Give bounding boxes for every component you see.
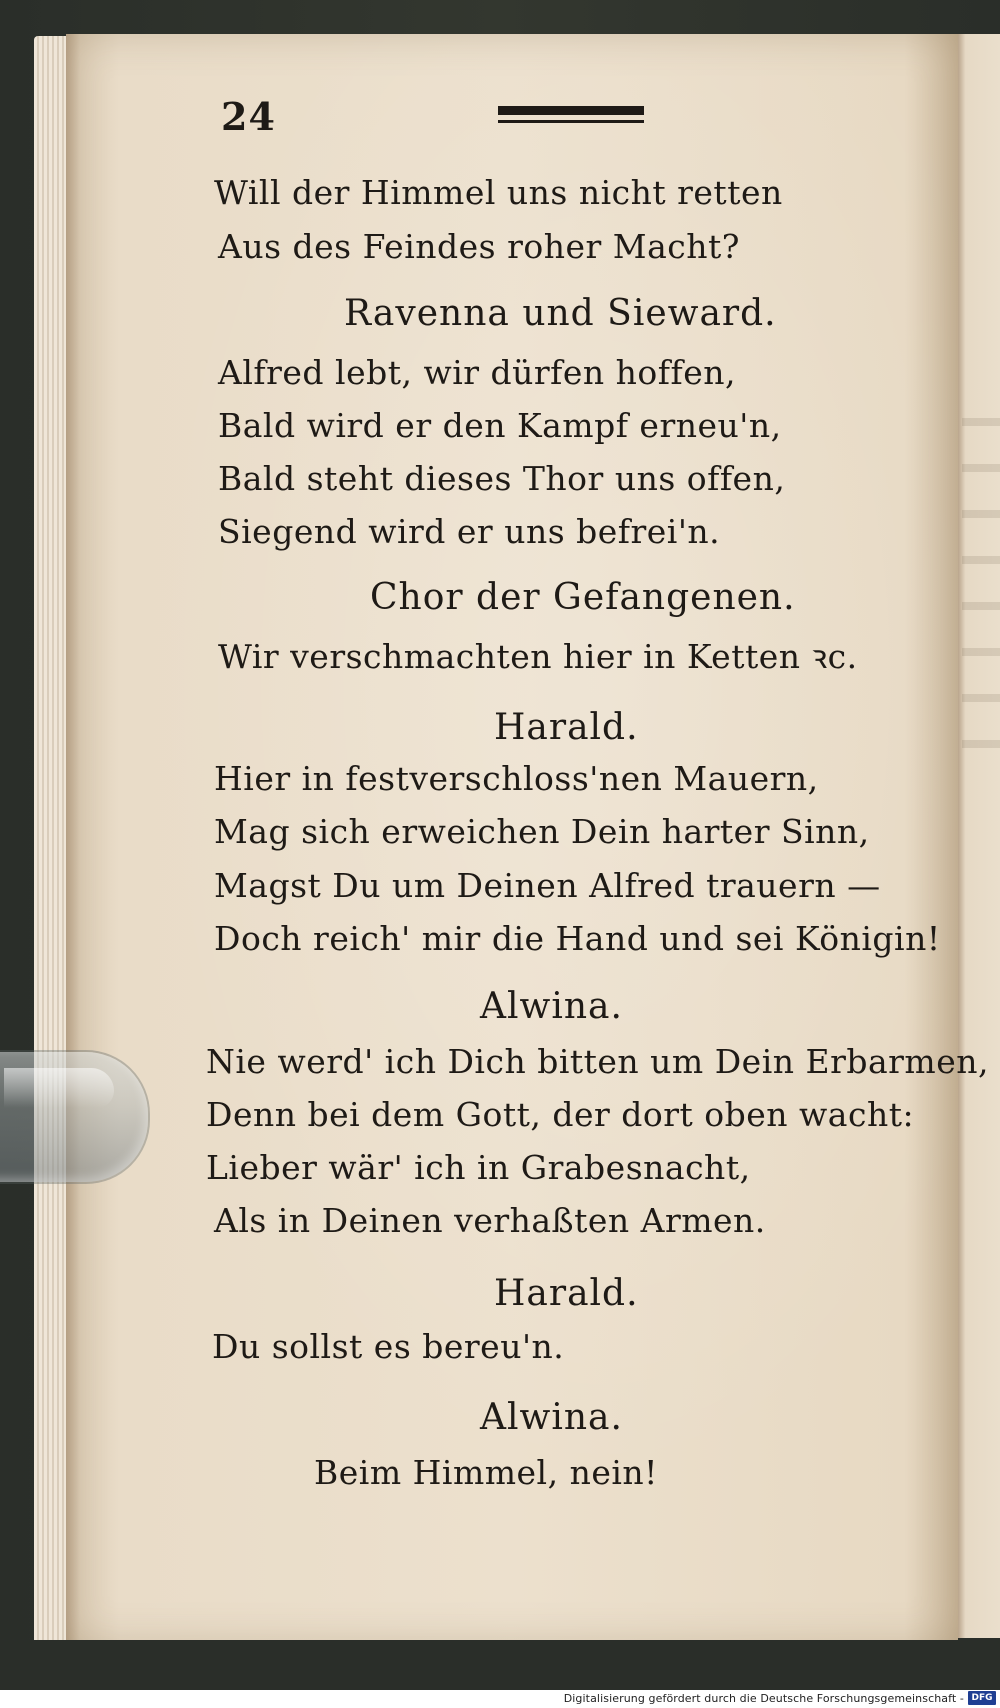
page-number: 24 <box>221 94 276 139</box>
speaker-heading: Chor der Gefangenen. <box>370 577 796 618</box>
ornament-bar-thin <box>498 120 644 123</box>
speaker-heading: Ravenna und Sieward. <box>344 293 777 334</box>
verse-line: Doch reich' mir die Hand und sei Königin! <box>214 919 941 958</box>
facing-page-bleed-through <box>962 380 1000 780</box>
speaker-heading: Alwina. <box>480 1397 623 1438</box>
funding-credit: Digitalisierung gefördert durch die Deutsche Forschungsgemeinschaft - <box>563 1692 964 1705</box>
verse-line: Wir verschmachten hier in Ketten ꝛc. <box>218 637 858 676</box>
facing-page-edge <box>958 34 1000 1638</box>
verse-line: Alfred lebt, wir dürfen hoffen, <box>218 353 736 392</box>
verse-line: Nie werd' ich Dich bitten um Dein Erbarmen, <box>206 1042 989 1081</box>
verse-line: Beim Himmel, nein! <box>314 1453 658 1492</box>
verse-line: Magst Du um Deinen Alfred trauern — <box>214 866 881 905</box>
page-text <box>66 34 989 1644</box>
verse-line: Hier in festverschloss'nen Mauern, <box>214 759 819 798</box>
speaker-heading: Harald. <box>494 1273 639 1314</box>
plastic-page-clip <box>0 1052 148 1182</box>
speaker-heading: Alwina. <box>480 986 623 1027</box>
ornament-bar-thick <box>498 106 644 115</box>
scanner-bed <box>0 1640 1000 1690</box>
verse-line: Denn bei dem Gott, der dort oben wacht: <box>206 1095 915 1134</box>
verse-line: Bald steht dieses Thor uns offen, <box>218 459 786 498</box>
verse-line: Aus des Feindes roher Macht? <box>218 227 740 266</box>
verse-line: Siegend wird er uns befrei'n. <box>218 512 721 551</box>
verse-line: Du sollst es bereu'n. <box>212 1327 565 1366</box>
speaker-heading: Harald. <box>494 707 639 748</box>
verse-line: Bald wird er den Kampf erneu'n, <box>218 406 782 445</box>
verse-line: Lieber wär' ich in Grabesnacht, <box>206 1148 751 1187</box>
verse-line: Mag sich erweichen Dein harter Sinn, <box>214 812 870 851</box>
book-page <box>66 34 989 1644</box>
dfg-logo: DFG <box>968 1691 996 1705</box>
header-ornament-rule <box>498 106 644 128</box>
verse-line: Als in Deinen verhaßten Armen. <box>214 1201 766 1240</box>
verse-line: Will der Himmel uns nicht retten <box>214 173 783 212</box>
